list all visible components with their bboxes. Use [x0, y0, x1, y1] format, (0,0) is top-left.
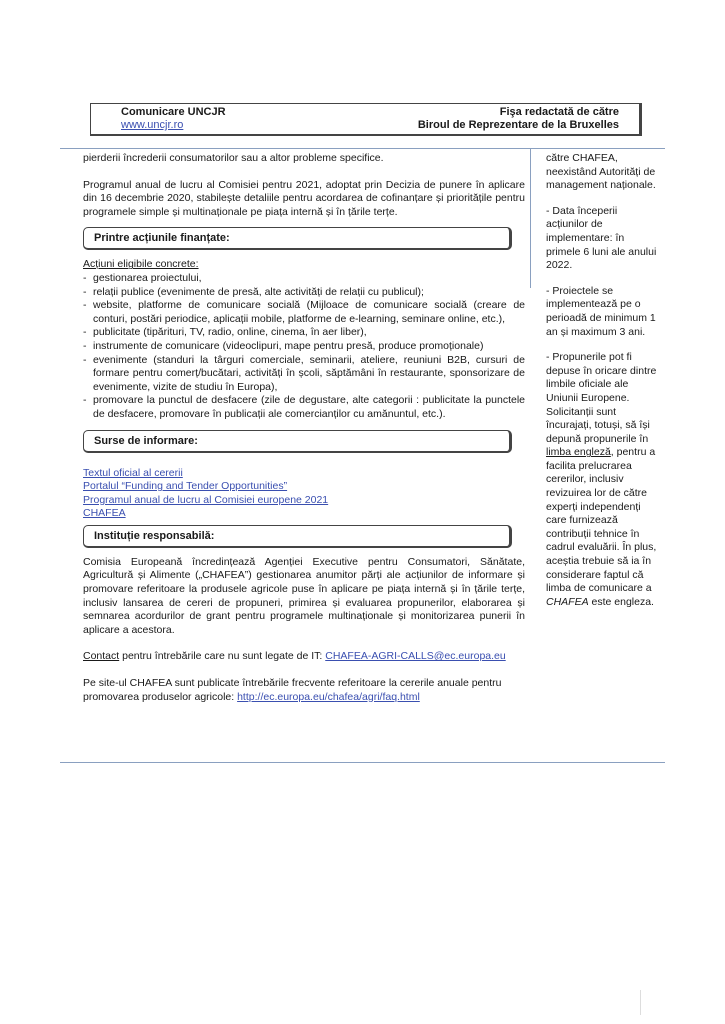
actions-list — [83, 272, 525, 422]
column-divider — [530, 148, 531, 288]
side-languages-text-a: - Propunerile pot fi depuse în oricare dintre limbile oficiale ale Uniunii Europene. Solicitanții sunt încurajați, totuși, să își depună propunerile în — [546, 351, 657, 445]
bottom-rule — [60, 762, 665, 763]
header-left — [121, 106, 226, 132]
side-block-start-date: - Data începerii acțiunilor de implementare: în primele 6 luni ale anului 2022. — [546, 204, 657, 272]
sources-list — [83, 467, 525, 521]
contact-line — [83, 650, 525, 664]
main-column — [83, 152, 525, 704]
list-item: - website, platforme de comunicare socială (Mijloace de comunicare socială (creare de conturi, postări periodice, aplicații mobile, platforme de e-learning, seminare online, etc.), — [83, 299, 525, 326]
contact-label: Contact — [83, 650, 120, 663]
faq-paragraph — [83, 677, 525, 704]
top-rule — [60, 148, 665, 149]
list-item: - promovare la punctul de desfacere (zile de degustare, alte categorii : publicitate la punctele de desfacere, promovare în publicații ale comercianților cu amănuntul, etc.). — [83, 394, 525, 421]
list-item: - publicitate (tipărituri, TV, radio, online, cinema, în aer liber), — [83, 326, 525, 340]
faq-link[interactable]: http://ec.europa.eu/chafea/agri/faq.html — [237, 690, 420, 703]
source-link-chafea[interactable]: CHAFEA — [83, 507, 126, 520]
header-title: Fişa redactată de către — [499, 106, 619, 118]
section-sources-title: Surse de informare: — [94, 434, 198, 447]
side-languages-english: limba engleză — [546, 446, 611, 459]
page-header — [90, 103, 642, 136]
side-languages-chafea: CHAFEA — [546, 595, 589, 608]
contact-text: pentru întrebările care nu sunt legate de IT: — [119, 650, 326, 663]
margin-mark — [640, 990, 641, 1015]
list-item: - evenimente (standuri la târguri comerciale, seminarii, ateliere, reuniuni B2B, cursuri de formare pentru comerț/bucătari, activități în școli, săptămâni în restaurante, sponsorizare de evenimente, vizite de studiu în Europa), — [83, 354, 525, 395]
header-subtitle: Biroul de Reprezentare de la Bruxelles — [417, 119, 619, 131]
section-funded-actions — [83, 227, 512, 250]
actions-heading: Acțiuni eligibile concrete: — [83, 258, 199, 271]
institution-paragraph: Comisia Europeană încredințează Agenției Executive pentru Consumatori, Sănătate, Agricultură și Alimente („CHAFEA”) gestionarea anumitor părți ale acțiunilor de informare și promovare referitoare la produsele agricole puse în aplicare pe piața internă și în țările terțe, inclusiv lansarea de cereri de propuneri, primirea și evaluarea propunerilor, elaborarea și semnarea acordurilor de grant pentru programele multinaționale și monitorizarea punerii în aplicare a acestora. — [83, 555, 525, 636]
website-link[interactable]: www.uncjr.ro — [121, 119, 184, 131]
list-item: - gestionarea proiectului, — [83, 272, 525, 286]
side-block-authorities: către CHAFEA, neexistând Autorități de management naționale. — [546, 152, 656, 192]
intro-line: pierderii încrederii consumatorilor sau a altor probleme specifice. — [83, 152, 384, 164]
source-link-portal[interactable]: Portalul “Funding and Tender Opportunities” — [83, 480, 288, 493]
section-funded-actions-title: Printre acțiunile finanțate: — [94, 232, 230, 245]
header-right — [418, 106, 619, 132]
side-column — [546, 152, 658, 609]
program-paragraph: Programul anual de lucru al Comisiei pentru 2021, adoptat prin Decizia de punere în aplicare din 16 decembrie 2020, stabilește detaliile pentru acordarea de cofinanțare și prioritățile pentru programele simple și multinaționale pe piața internă și în țările terțe. — [83, 178, 525, 218]
section-institution — [83, 525, 512, 548]
side-block-duration: - Proiectele se implementează pe o perioadă de minimum 1 an și maximum 3 ani. — [546, 284, 656, 338]
org-name: Comunicare UNCJR — [121, 106, 226, 118]
contact-email-link[interactable]: CHAFEA-AGRI-CALLS@ec.europa.eu — [325, 650, 506, 663]
faq-text: Pe site-ul CHAFEA sunt publicate întrebările frecvente referitoare la cererile anuale pentru promovarea produselor agricole: — [83, 677, 502, 703]
source-link-official-text[interactable]: Textul oficial al cererii — [83, 466, 183, 479]
list-item: - relații publice (evenimente de presă, alte activități de relații cu publicul); — [83, 286, 525, 300]
list-item: - instrumente de comunicare (videoclipuri, mape pentru presă, produce promoționale) — [83, 340, 525, 354]
source-link-work-programme[interactable]: Programul anual de lucru al Comisiei europene 2021 — [83, 493, 329, 506]
section-sources — [83, 430, 512, 453]
section-institution-title: Instituție responsabilă: — [94, 529, 215, 542]
side-languages-text-b: , pentru a facilita prelucrarea cererilor, inclusiv revizuirea lor de către experți independenți care furnizează contribuții tehnice în cadrul evaluării. În plus, aceștia trebuie să ia în considerare faptul că limba de comunicare a — [546, 446, 657, 595]
side-languages-text-c: este engleza. — [588, 595, 654, 608]
side-block-languages — [546, 351, 658, 609]
